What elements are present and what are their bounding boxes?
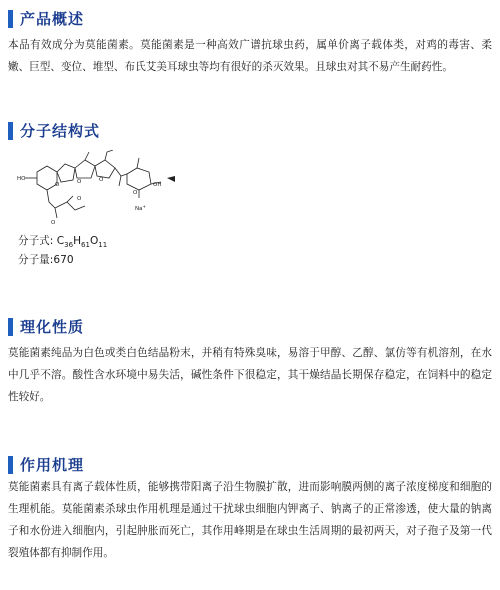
- molecule-label-omethyl: O: [51, 220, 56, 225]
- molecule-label-ho: HO: [17, 176, 26, 182]
- molecular-weight: 分子量:670: [18, 254, 74, 266]
- section-header-structure: [8, 120, 100, 141]
- molecule-label-na: Na+: [135, 204, 146, 212]
- molecular-formula: 分子式: $C_{36}H_{61}O_{11}$: [18, 235, 108, 250]
- molecule-label-oh: OH: [153, 182, 162, 188]
- section-title: 理化性质: [20, 318, 85, 336]
- section-marker: [8, 456, 13, 474]
- section-title: 产品概述: [20, 10, 85, 28]
- section-marker: [8, 10, 13, 28]
- molecule-label-o: O: [77, 196, 82, 202]
- molecular-structure-diagram: [15, 150, 195, 225]
- section-header-overview: [8, 8, 84, 29]
- section-header-mechanism: [8, 454, 84, 475]
- molecule-label-o: O: [133, 190, 138, 196]
- molecule-label-o: O: [99, 177, 104, 183]
- molecule-label-o: O: [77, 179, 82, 185]
- molecule-label-o: O: [55, 182, 60, 188]
- section-title: 分子结构式: [20, 122, 101, 140]
- mechanism-paragraph: 莫能菌素具有离子载体性质，能够携带阳离子沿生物膜扩散，进而影响膜两侧的离子浓度梯度和细胞的生理机能。莫能菌素杀球虫作用机理是通过干扰球虫细胞内钾离子、钠离子的正常渗透，使大量的钠离子和水份进入细胞内，引起肿胀而死亡，其作用峰期是在球虫生活周期的最初两天，对子孢子及第一代裂殖体都有抑制作用。: [8, 481, 492, 559]
- wedge-bond-mark: [167, 176, 175, 182]
- section-marker: [8, 122, 13, 140]
- overview-paragraph: 本品有效成分为莫能菌素。莫能菌素是一种高效广谱抗球虫药，属单价离子载体类，对鸡的毒害、柔嫩、巨型、变位、堆型、布氏艾美耳球虫等均有很好的杀灭效果。且球虫对其不易产生耐药性。: [8, 39, 492, 73]
- section-header-properties: [8, 316, 84, 337]
- properties-paragraph: 莫能菌素纯品为白色或类白色结晶粉末，并稍有特殊臭味，易溶于甲醇、乙醇、氯仿等有机溶剂，在水中几乎不溶。酸性含水环境中易失活，碱性条件下很稳定，其干燥结晶长期保存稳定，在饲料中的稳定性较好。: [8, 347, 492, 403]
- section-title: 作用机理: [20, 456, 85, 474]
- section-marker: [8, 318, 13, 336]
